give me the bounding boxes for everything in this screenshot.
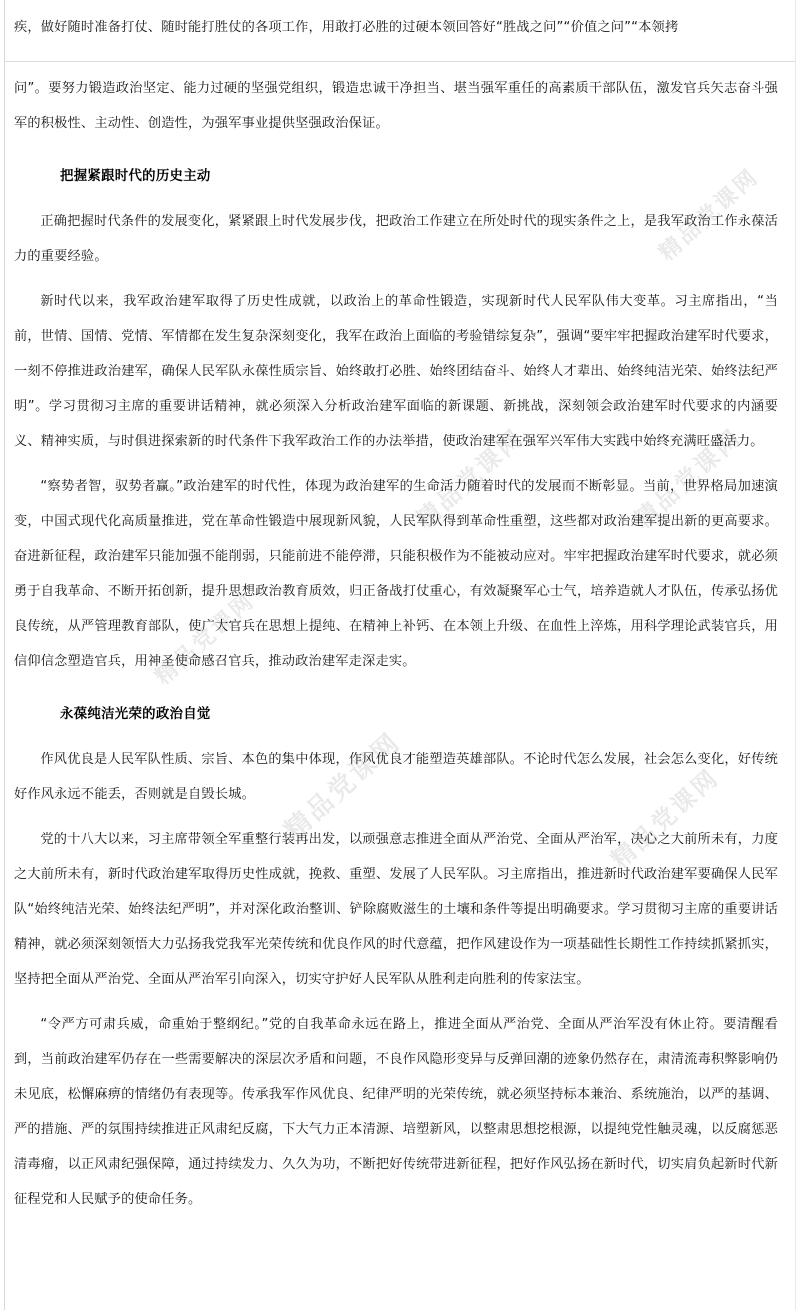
watermark-text: 精品党课网 bbox=[279, 726, 408, 847]
section-2-paragraph-1: 作风优良是人民军队性质、宗旨、本色的集中体现，作风优良才能塑造英雄部队。不论时代怎么发展，社会怎么变化，好传统好作风永远不能丢，否则就是自毁长城。 bbox=[14, 752, 778, 802]
section-1-paragraph-2: 新时代以来，我军政治建军取得了历史性成就，以政治上的革命性锻造，实现新时代人民军队伟大变革。习主席指出，“当前，世情、国情、党情、军情都在发生复杂深刻变化，我军在政治上面临的考验错综复杂”，强调“要牢牢把握政治建军时代要求，一刻不停推进政治建军，确保人民军队永葆性质宗旨、始终敢打必胜、始终团结奋斗、始终人才辈出、始终纯洁光荣、始终法纪严明”。学习贯彻习主席的重要讲话精神，就必须深入分析政治建军面临的新课题、新挑战，深刻领会政治建军时代要求的内涵要义、精神实质，与时俱进探索新的时代条件下我军政治工作的办法举措，使政治建军在强军兴军伟大实践中始终充满旺盛活力。 bbox=[14, 294, 778, 449]
section-1-paragraph-1: 正确把握时代条件的发展变化，紧紧跟上时代发展步伐，把政治工作建立在所处时代的现实条件之上，是我军政治工作永葆活力的重要经验。 bbox=[14, 214, 778, 264]
section-heading-2: 永葆纯洁光荣的政治自觉 bbox=[60, 707, 211, 722]
section-2-paragraph-2: 党的十八大以来，习主席带领全军重整行装再出发，以顽强意志推进全面从严治党、全面从严治军，决心之大前所未有，力度之大前所未有，新时代政治建军取得历史性成就，挽救、重塑、发展了人民军队。习主席指出，推进新时代政治建军要确保人民军队“始终纯洁光荣、始终法纪严明”，并对深化政治整训、铲除腐败滋生的土壤和条件等提出明确要求。学习贯彻习主席的重要讲话精神，就必须深刻领悟大力弘扬我党我军光荣传统和优良作风的时代意蕴，把作风建设作为一项基础性长期性工作持续抓紧抓实，坚持把全面从严治党、全面从严治军引向深入，切实守护好人民军队从胜利走向胜利的传家法宝。 bbox=[14, 832, 778, 987]
watermark-text: 精品党课网 bbox=[150, 588, 261, 691]
watermark-text: 精品党课网 bbox=[628, 423, 748, 535]
watermark-text: 精品党课网 bbox=[410, 423, 530, 535]
section-heading-1: 把握紧跟时代的历史主动 bbox=[60, 169, 211, 184]
paragraph-continued: 问”。要努力锻造政治坚定、能力过硬的坚强党组织，锻造忠诚干净担当、堪当强军重任的高素质干部队伍，激发官兵矢志奋斗强军的积极性、主动性、创造性，为强军事业提供坚强政治保证。 bbox=[14, 81, 778, 131]
watermark-text: 精品党课网 bbox=[654, 164, 765, 267]
section-2-paragraph-3: “令严方可肃兵威，命重始于整纲纪。”党的自我革命永远在路上，推进全面从严治党、全面从严治军没有休止符。要清醒看到，当前政治建军仍存在一些需要解决的深层次矛盾和问题，不良作风隐形变异与反弹回潮的迹象仍然存在，肃清流毒积弊影响仍未见底，松懈麻痹的情绪仍有表现等。传承我军作风优良、纪律严明的光荣传统，就必须坚持标本兼治、系统施治，以严的基调、严的措施、严的氛围持续推进正风肃纪反腐，下大气力正本清源、培塑新风，以整肃思想挖根源，以提纯党性触灵魂，以反腐惩恶清毒瘤，以正风肃纪强保障，通过持续发力、久久为功，不断把好传统带进新征程，把好作风弘扬在新时代，切实肩负起新时代新征程党和人民赋予的使命任务。 bbox=[14, 1017, 778, 1207]
paragraph-fragment-top: 疾，做好随时准备打仗、随时能打胜仗的各项工作，用敢打必胜的过硬本领回答好“胜战之问”“价值之问”“本领拷 bbox=[14, 20, 679, 35]
watermark-text: 精品党课网 bbox=[605, 763, 725, 875]
section-1-paragraph-3: “察势者智，驭势者赢。”政治建军的时代性，体现为政治建军的生命活力随着时代的发展而不断彰显。当前，世界格局加速演变，中国式现代化高质量推进，党在革命性锻造中展现新风貌，人民军队得到革命性重塑，这些都对政治建军提出新的更高要求。奋进新征程，政治建军只能加强不能削弱，只能前进不能停滞，只能积极作为不能被动应对。牢牢把握政治建军时代要求，就必须勇于自我革命、不断开拓创新，提升思想政治教育质效，归正备战打仗重心，有效凝聚军心士气，培养造就人才队伍，传承弘扬优良传统，从严管理教育部队，使广大官兵在思想上提纯、在精神上补钙、在本领上升级、在血性上淬炼，用科学理论武装官兵，用信仰信念塑造官兵，用神圣使命感召官兵，推动政治建军走深走实。 bbox=[14, 479, 778, 669]
